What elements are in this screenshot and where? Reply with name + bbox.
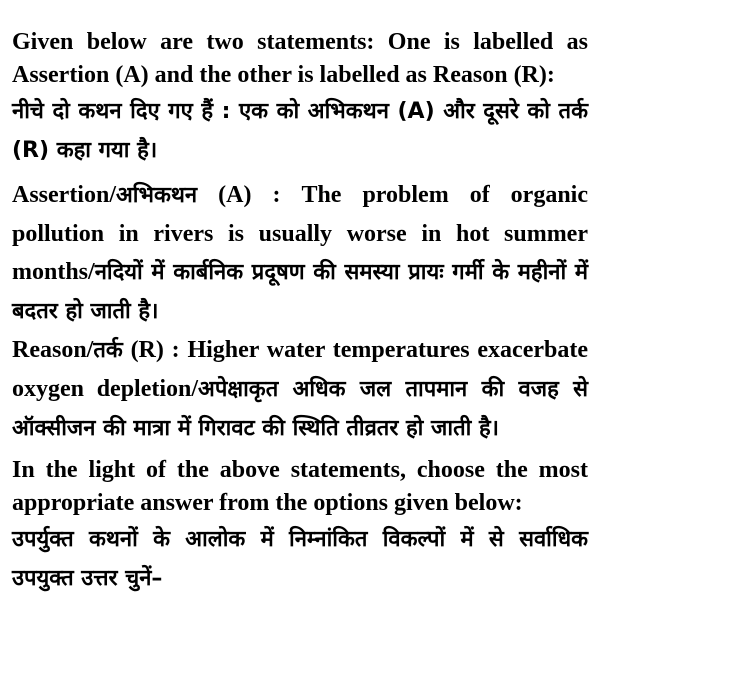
question-text (12, 26, 588, 598)
reason-label-english: Reason/ (12, 337, 94, 363)
reason-label-hindi: तर्क (93, 338, 123, 363)
assertion-statement (12, 176, 588, 331)
assertion-english: The problem of organic pollution in rivers is usually worse in hot summer months/ (12, 182, 588, 285)
assertion-hindi: नदियों में कार्बनिक प्रदूषण की समस्या प्रायः गर्मी के महीनों में बदतर हो जाती है। (12, 260, 588, 324)
instruction-english: In the light of the above statements, choose the most appropriate answer from the options given below: (12, 457, 588, 516)
assertion-label-hindi: अभिकथन (116, 183, 198, 208)
instruction-hindi: उपर्युक्त कथनों के आलोक में निम्नांकित विकल्पों में से सर्वाधिक उपयुक्त उत्तर चुनें– (12, 527, 588, 591)
reason-marker: (R) : (122, 337, 188, 363)
reason-english: Higher water temperatures exacerbate oxygen depletion/ (12, 337, 588, 402)
reason-statement (12, 331, 588, 448)
assertion-label-english: Assertion/ (12, 182, 116, 208)
intro-hindi: नीचे दो कथन दिए गए हैं : एक को अभिकथन (A) और दूसरे को तर्क (R) कहा गया है। (12, 99, 588, 163)
assertion-marker: (A) : (197, 182, 302, 208)
reason-hindi: अपेक्षाकृत अधिक जल तापमान की वजह से ऑक्सीजन की मात्रा में गिरावट की स्थिति तीव्रतर हो जाती है। (12, 377, 588, 441)
intro-english: Given below are two statements: One is labelled as Assertion (A) and the other is labelled as Reason (R): (12, 29, 588, 88)
